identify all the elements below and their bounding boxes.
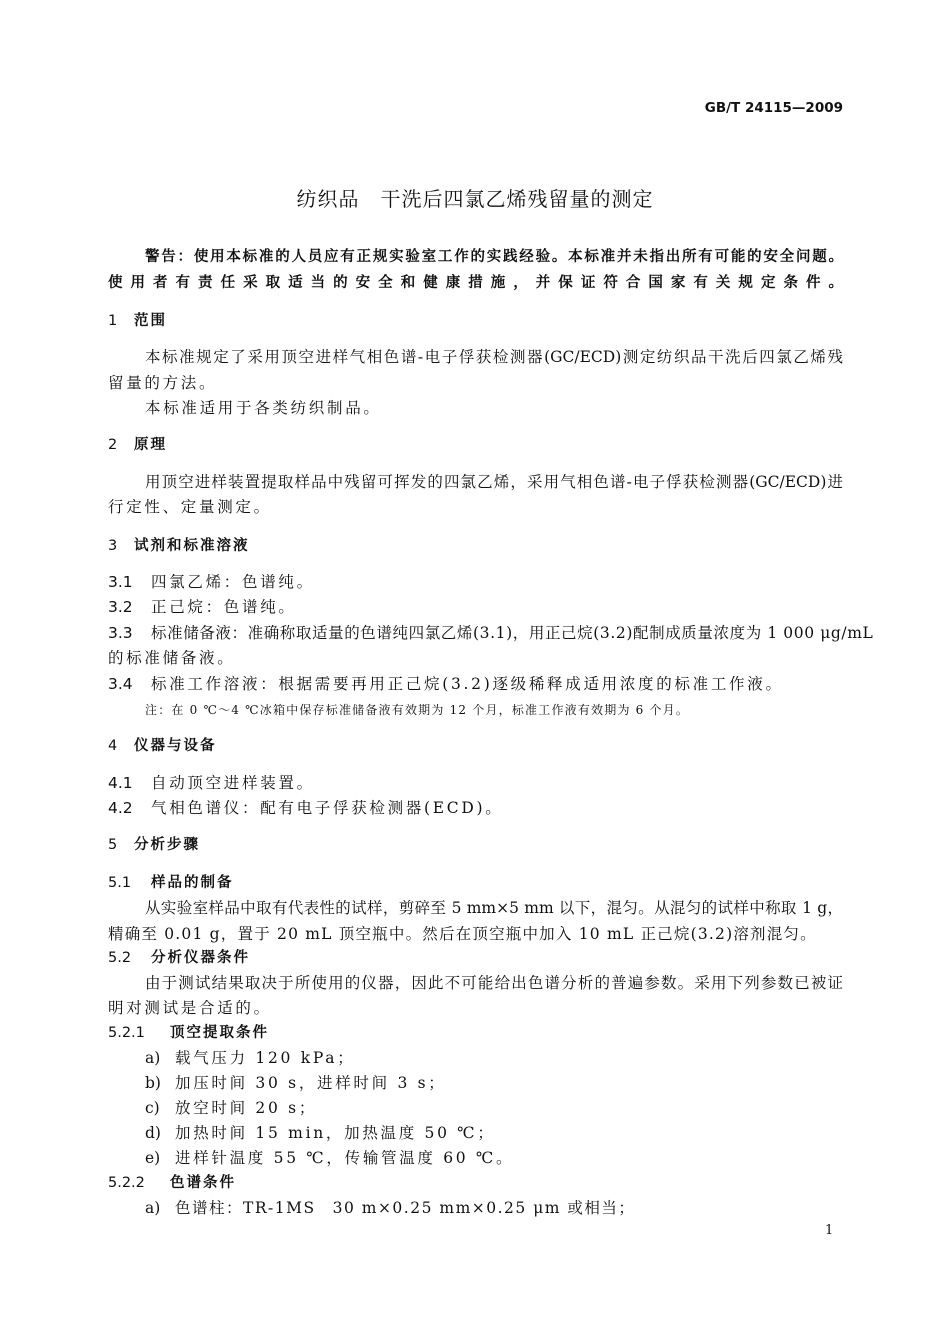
clause-text: 气相色谱仪：配有电子俘获检测器(ECD)。 [151, 799, 504, 817]
paragraph-line: 用顶空进样装置提取样品中残留可挥发的四氯乙烯，采用气相色谱-电子俘获检测器(GC/ECD)进 [145, 473, 843, 491]
list-text: 加压时间 30 s，进样时间 3 s； [175, 1074, 447, 1092]
clause-number: 5.2.1 [108, 1025, 145, 1041]
clause-number: 5.1 [108, 875, 132, 891]
subsection-title: 分析仪器条件 [151, 950, 250, 966]
section-heading [108, 311, 167, 331]
standard-number: GB/T 24115—2009 [704, 100, 843, 116]
warning-line: 使用者有责任采取适当的安全和健康措施，并保证符合国家有关规定条件。 [108, 275, 843, 291]
section-title: 原理 [134, 437, 167, 453]
clause-number: 3.2 [108, 598, 133, 616]
note: 注：在 0 ℃～4 ℃冰箱中保存标准储备液有效期为 12 个月，标准工作液有效期为 6 个月。 [145, 703, 690, 717]
subsection-heading [108, 1173, 236, 1193]
list-item [145, 1148, 514, 1168]
subsection-title: 样品的制备 [151, 875, 234, 891]
list-label: a) [145, 1199, 161, 1217]
clause-text: 正己烷：色谱纯。 [151, 598, 297, 616]
section-title: 分析步骤 [134, 837, 200, 853]
section-title: 范围 [134, 313, 167, 329]
warning-line: 警告：使用本标准的人员应有正规实验室工作的实践经验。本标准并未指出所有可能的安全问题。 [145, 249, 843, 265]
section-number: 1 [108, 313, 120, 329]
paragraph-line: 留量的方法。 [108, 374, 218, 392]
section-number: 2 [108, 437, 120, 453]
list-item [145, 1098, 317, 1118]
section-heading [108, 736, 217, 756]
clause-item [108, 572, 315, 592]
clause-text: 标准储备液：准确称取适量的色谱纯四氯乙烯(3.1)，用正己烷(3.2)配制成质量浓度为 1 000 μg/mL [151, 624, 874, 642]
paragraph-line: 行定性、定量测定。 [108, 498, 272, 516]
list-text: 放空时间 20 s； [175, 1099, 318, 1117]
paragraph-line: 由于测试结果取决于所使用的仪器，因此不可能给出色谱分析的普遍参数。采用下列参数已被证 [145, 974, 843, 992]
list-item [145, 1048, 355, 1068]
list-item [145, 1123, 496, 1143]
clause-number: 5.2 [108, 950, 132, 966]
page-number: 1 [825, 1223, 834, 1238]
subsection-heading [108, 873, 234, 893]
list-item [145, 1073, 447, 1093]
list-text: 进样针温度 55 ℃，传输管温度 60 ℃。 [175, 1149, 515, 1167]
list-label: d) [145, 1124, 161, 1142]
clause-item [108, 623, 873, 643]
clause-text: 四氯乙烯：色谱纯。 [151, 573, 315, 591]
subsection-heading [108, 1023, 269, 1043]
subsection-heading [108, 948, 250, 968]
clause-text: 自动顶空进样装置。 [151, 774, 315, 792]
clause-number: 5.2.2 [108, 1175, 145, 1191]
list-label: a) [145, 1049, 161, 1067]
list-item [145, 1198, 635, 1218]
clause-number: 3.4 [108, 675, 133, 693]
section-heading [108, 536, 250, 556]
clause-number: 3.3 [108, 624, 133, 642]
paragraph-line: 精确至 0.01 g，置于 20 mL 顶空瓶中。然后在顶空瓶中加入 10 mL 正己烷(3.2)溶剂混匀。 [108, 925, 817, 943]
paragraph-line: 从实验室样品中取有代表性的试样，剪碎至 5 mm×5 mm 以下，混匀。从混匀的试样中称取 1 g， [145, 899, 843, 917]
paragraph-line: 明对测试是合适的。 [108, 999, 272, 1017]
clause-number: 4.2 [108, 799, 133, 817]
clause-item [108, 798, 503, 818]
clause-number: 3.1 [108, 573, 133, 591]
subsection-title: 顶空提取条件 [170, 1025, 269, 1041]
clause-item [108, 674, 784, 694]
list-label: e) [145, 1149, 161, 1167]
paragraph-line: 本标准适用于各类纺织制品。 [145, 399, 382, 417]
section-title: 试剂和标准溶液 [134, 538, 250, 554]
clause-item [108, 597, 297, 617]
paragraph-line: 的标准储备液。 [108, 649, 236, 667]
list-label: c) [145, 1099, 160, 1117]
subsection-title: 色谱条件 [170, 1175, 236, 1191]
section-heading [108, 835, 200, 855]
clause-number: 4.1 [108, 774, 133, 792]
section-number: 3 [108, 538, 120, 554]
section-number: 5 [108, 837, 120, 853]
list-text: 加热时间 15 min，加热温度 50 ℃； [175, 1124, 496, 1142]
document-title: 纺织品 干洗后四氯乙烯残留量的测定 [296, 187, 654, 211]
paragraph-line: 本标准规定了采用顶空进样气相色谱-电子俘获检测器(GC/ECD)测定纺织品干洗后四氯乙烯残 [145, 348, 843, 366]
list-label: b) [145, 1074, 161, 1092]
section-heading [108, 435, 167, 455]
clause-text: 标准工作溶液：根据需要再用正己烷(3.2)逐级稀释成适用浓度的标准工作液。 [151, 675, 784, 693]
section-title: 仪器与设备 [134, 738, 217, 754]
clause-item [108, 773, 315, 793]
section-number: 4 [108, 738, 120, 754]
list-text: 色谱柱：TR-1MS 30 m×0.25 mm×0.25 μm 或相当； [175, 1199, 636, 1217]
list-text: 载气压力 120 kPa； [175, 1049, 356, 1067]
